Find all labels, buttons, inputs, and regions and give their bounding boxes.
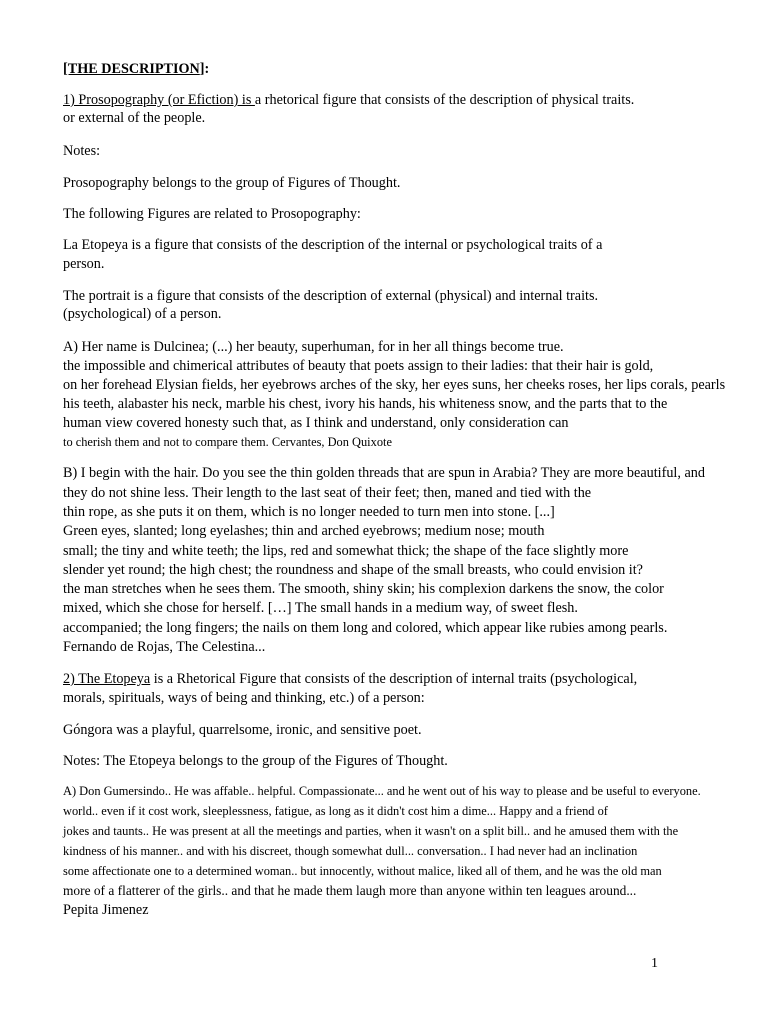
example-a-line: his teeth, alabaster his neck, marble his chest, ivory his hands, his whiteness snow, and the parts that to the (63, 396, 668, 412)
portrait-note-line-2: (psychological) of a person. (63, 306, 222, 322)
example-b-line: mixed, which she chose for herself. […] The small hands in a medium way, of sweet flesh. (63, 600, 578, 616)
etopeya-note-line-1: La Etopeya is a figure that consists of the description of the internal or psychological traits of a (63, 237, 603, 253)
example-b-line: small; the tiny and white teeth; the lips, red and somewhat thick; the shape of the face slightly more (63, 543, 629, 559)
example-c-line: jokes and taunts.. He was present at all the meetings and parties, when it wasn't on a split bill.. and he amused them with the (63, 824, 679, 838)
gongora-example: Góngora was a playful, quarrelsome, ironic, and sensitive poet. (63, 722, 422, 738)
prosopography-definition-line-1: 1) Prosopography (or Efiction) is a rhetorical figure that consists of the description of physical traits. (63, 92, 635, 108)
example-b-line: they do not shine less. Their length to the last seat of their feet; then, maned and tied with the (63, 485, 592, 501)
page-number: 1 (651, 956, 658, 971)
section-heading: [THE DESCRIPTION]: (63, 61, 210, 77)
example-c-line: more of a flatterer of the girls.. and that he made them laugh more than anyone within ten leagues around... (63, 883, 637, 898)
notes-label: Notes: (63, 143, 101, 159)
example-b-line: Green eyes, slanted; long eyelashes; thin and arched eyebrows; medium nose; mouth (63, 523, 545, 539)
etopeya-note-line-2: person. (63, 256, 105, 272)
example-b-line: the man stretches when he sees them. The smooth, shiny skin; his complexion darkens the snow, the color (63, 581, 664, 597)
etopeya-definition-line-2: morals, spirituals, ways of being and thinking, etc.) of a person: (63, 690, 425, 706)
example-c-line: A) Don Gumersindo.. He was affable.. helpful. Compassionate... and he went out of his way to please and be useful to everyone. (63, 784, 701, 798)
example-c-line: some affectionate one to a determined woman.. but innocently, without malice, liked all of them, and he was the old man (63, 864, 662, 878)
portrait-note-line-1: The portrait is a figure that consists of the description of external (physical) and internal traits. (63, 288, 599, 304)
etopeya-definition-line-1: 2) The Etopeya is a Rhetorical Figure that consists of the description of internal traits (psychological, (63, 671, 638, 687)
example-b-line: B) I begin with the hair. Do you see the thin golden threads that are spun in Arabia? They are more beautiful, and (63, 465, 705, 481)
example-b-line: thin rope, as she puts it on them, which is no longer needed to turn men into stone. [...] (63, 504, 555, 520)
example-c-line: kindness of his manner.. and with his discreet, though somewhat dull... conversation.. I had never had an inclination (63, 844, 638, 858)
example-a-line: the impossible and chimerical attributes of beauty that poets assign to their ladies: that their hair is gold, (63, 358, 654, 374)
example-b-line: slender yet round; the high chest; the roundness and shape of the small breasts, who could envision it? (63, 562, 643, 578)
prosopography-definition-line-2: or external of the people. (63, 110, 206, 126)
notes-etopeya: Notes: The Etopeya belongs to the group of the Figures of Thought. (63, 753, 448, 769)
example-c-citation: Pepita Jimenez (63, 902, 149, 918)
example-a-line: on her forehead Elysian fields, her eyebrows arches of the sky, her eyes suns, her cheeks roses, her lips corals, pearls (63, 377, 726, 393)
note-1: Prosopography belongs to the group of Figures of Thought. (63, 175, 401, 191)
note-2: The following Figures are related to Prosopography: (63, 206, 361, 222)
example-b-line: accompanied; the long fingers; the nails on them long and colored, which appear like rubies among pearls. (63, 620, 668, 636)
example-a-line: A) Her name is Dulcinea; (...) her beauty, superhuman, for in her all things become true. (63, 339, 564, 355)
example-a-line: human view covered honesty such that, as I think and understand, only consideration can (63, 415, 569, 431)
example-c-line: world.. even if it cost work, sleeplessness, fatigue, as long as it didn't cost him a dime... Happy and a friend of (63, 804, 608, 818)
example-b-citation: Fernando de Rojas, The Celestina... (63, 639, 266, 655)
example-a-citation: to cherish them and not to compare them. Cervantes, Don Quixote (63, 435, 392, 449)
